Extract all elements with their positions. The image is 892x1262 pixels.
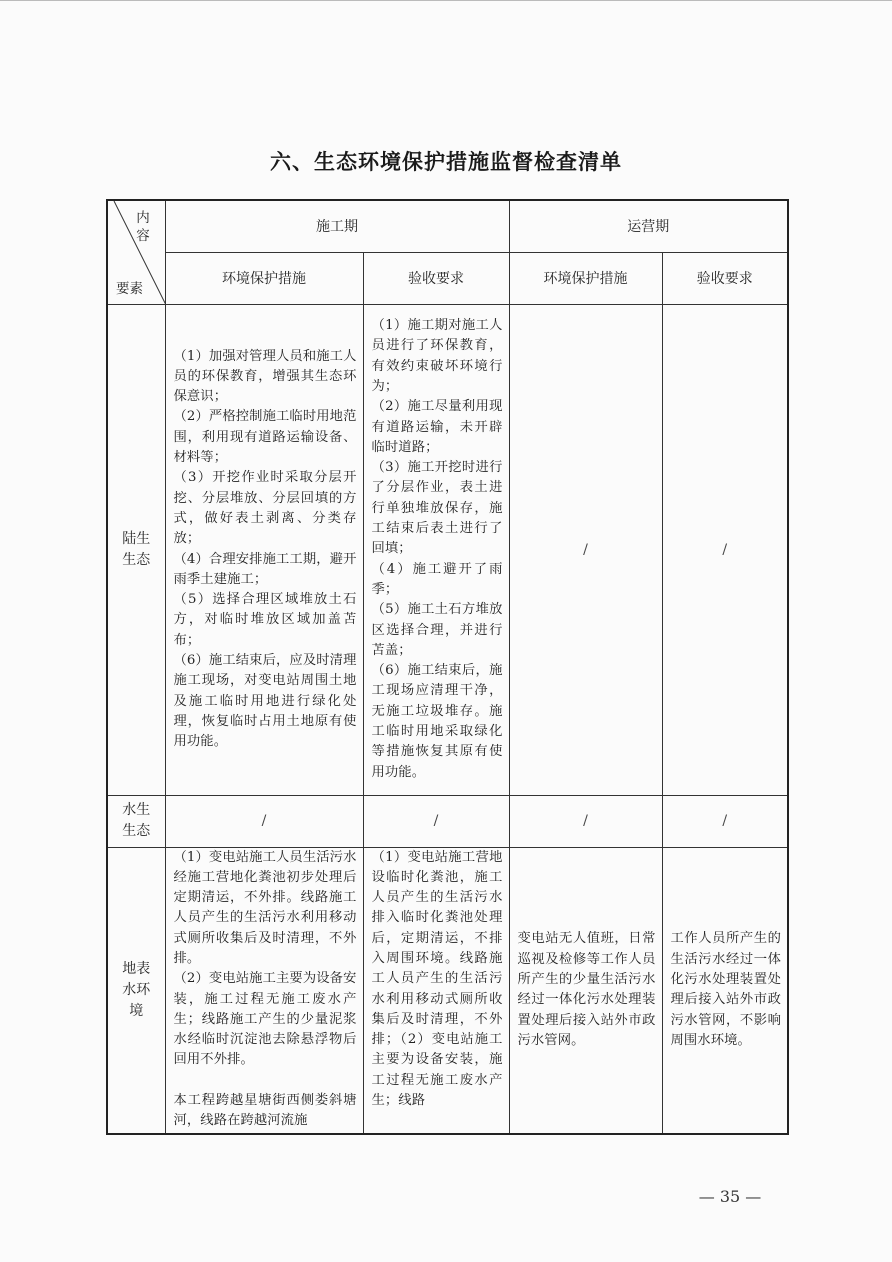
inspection-table	[106, 199, 789, 1135]
water-construction-measures: /	[165, 795, 363, 847]
page-title: 六、生态环境保护措施监督检查清单	[270, 150, 622, 174]
table-row	[107, 304, 788, 795]
header-operation-measures: 环境保护措施	[509, 252, 662, 304]
surface-construction-measures: （1）变电站施工人员生活污水经施工营地化粪池初步处理后定期清运，不外排。线路施工人员产生的生活污水利用移动式厕所收集后及时清理，不外排。 （2）变电站施工主要为设备安装，施工过程无施工废水产生；线路施工产生的少量泥浆水经临时沉淀池去除悬浮物后回用不外排。 本工程跨越星塘街西侧娄斜塘河，线路在跨越河流施	[165, 847, 363, 1134]
diag-label-element: 要素	[116, 280, 143, 297]
element-water-ecology: 水生生态	[107, 795, 165, 847]
page-number: — 35 —	[698, 1187, 762, 1206]
header-operation: 运营期	[509, 200, 788, 252]
element-surface-water: 地表水环境	[107, 847, 165, 1134]
table-row	[107, 795, 788, 847]
water-operation-measures: /	[509, 795, 662, 847]
land-operation-acceptance: /	[662, 304, 788, 795]
surface-operation-measures: 变电站无人值班，日常巡视及检修等工作人员所产生的少量生活污水经过一体化污水处理装置处理后接入站外市政污水管网。	[509, 847, 662, 1134]
water-operation-acceptance: /	[662, 795, 788, 847]
header-diagonal-cell	[107, 200, 165, 304]
element-land-ecology: 陆生生态	[107, 304, 165, 795]
table-row	[107, 847, 788, 1134]
header-construction: 施工期	[165, 200, 509, 252]
water-construction-acceptance: /	[363, 795, 509, 847]
diag-label-content: 内容	[136, 210, 150, 244]
header-construction-measures: 环境保护措施	[165, 252, 363, 304]
surface-operation-acceptance: 工作人员所产生的生活污水经过一体化污水处理装置处理后接入站外市政污水管网，不影响周围水环境。	[662, 847, 788, 1134]
land-operation-measures: /	[509, 304, 662, 795]
land-construction-measures: （1）加强对管理人员和施工人员的环保教育，增强其生态环保意识； （2）严格控制施工临时用地范围，利用现有道路运输设备、材料等； （3）开挖作业时采取分层开挖、分层堆放、分层回填的方式，做好表土剥离、分类存放； （4）合理安排施工工期，避开雨季土建施工； （5）选择合理区域堆放土石方，对临时堆放区域加盖苫布； （6）施工结束后，应及时清理施工现场，对变电站周围土地及施工临时用地进行绿化处理，恢复临时占用土地原有使用功能。	[165, 304, 363, 795]
top-rule	[0, 0, 892, 1]
surface-construction-acceptance: （1）变电站施工营地设临时化粪池，施工人员产生的生活污水排入临时化粪池处理后，定期清运，不排入周围环境。线路施工人员产生的生活污水利用移动式厕所收集后及时清理，不外排；（2）变电站施工主要为设备安装，施工过程无施工废水产生；线路	[363, 847, 509, 1134]
header-operation-acceptance: 验收要求	[662, 252, 788, 304]
header-construction-acceptance: 验收要求	[363, 252, 509, 304]
land-construction-acceptance: （1）施工期对施工人员进行了环保教育，有效约束破坏环境行为； （2）施工尽量利用现有道路运输，未开辟临时道路； （3）施工开挖时进行了分层作业，表土进行单独堆放保存，施工结束后表土进行了回填； （4）施工避开了雨季； （5）施工土石方堆放区选择合理，并进行苫盖； （6）施工结束后，施工现场应清理干净，无施工垃圾堆存。施工临时用地采取绿化等措施恢复其原有使用功能。	[363, 304, 509, 795]
